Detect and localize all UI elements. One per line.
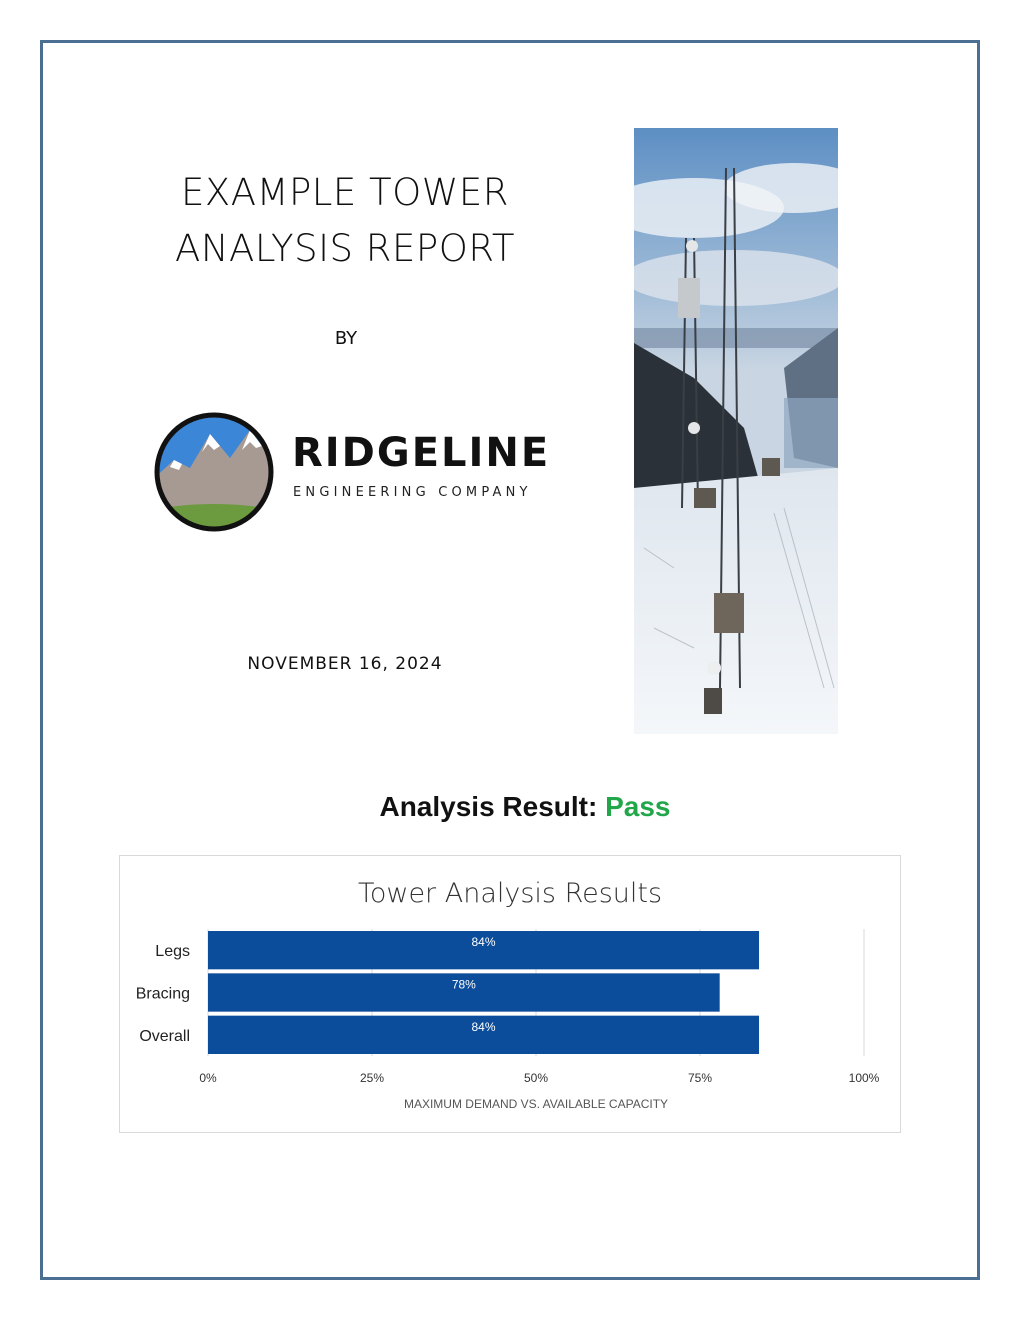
- bar-data-label: 84%: [471, 935, 496, 950]
- category-label: Bracing: [135, 985, 190, 1003]
- x-axis-title: MAXIMUM DEMAND VS. AVAILABLE CAPACITY: [403, 1097, 669, 1111]
- company-subtitle: ENGINEERING COMPANY: [293, 485, 532, 500]
- chart-plot: [120, 856, 900, 1132]
- report-title-line2: ANALYSIS REPORT: [175, 227, 515, 270]
- company-name: RIDGELINE: [292, 430, 551, 476]
- category-label: Overall: [139, 1027, 190, 1045]
- analysis-result-value: Pass: [605, 791, 671, 822]
- report-title-line1: EXAMPLE TOWER: [181, 171, 509, 214]
- x-tick-label: 25%: [359, 1071, 385, 1085]
- by-label: BY: [334, 328, 358, 349]
- chart-title: Tower Analysis Results: [357, 878, 663, 909]
- x-tick-label: 100%: [848, 1071, 880, 1085]
- bar-data-label: 78%: [451, 977, 476, 992]
- company-logo: [152, 410, 552, 540]
- report-title: [140, 165, 550, 277]
- category-label: Legs: [155, 943, 190, 961]
- mountain-logo-icon: [152, 410, 277, 535]
- tower-photo: [634, 128, 838, 734]
- x-tick-label: 0%: [199, 1071, 217, 1085]
- bar-data-label: 84%: [471, 1019, 496, 1034]
- report-date: NOVEMBER 16, 2024: [247, 654, 443, 674]
- x-tick-label: 50%: [523, 1071, 549, 1085]
- analysis-result: [300, 791, 750, 823]
- x-tick-label: 75%: [687, 1071, 713, 1085]
- tower-analysis-chart: [119, 855, 901, 1133]
- analysis-result-label: Analysis Result:: [379, 791, 598, 822]
